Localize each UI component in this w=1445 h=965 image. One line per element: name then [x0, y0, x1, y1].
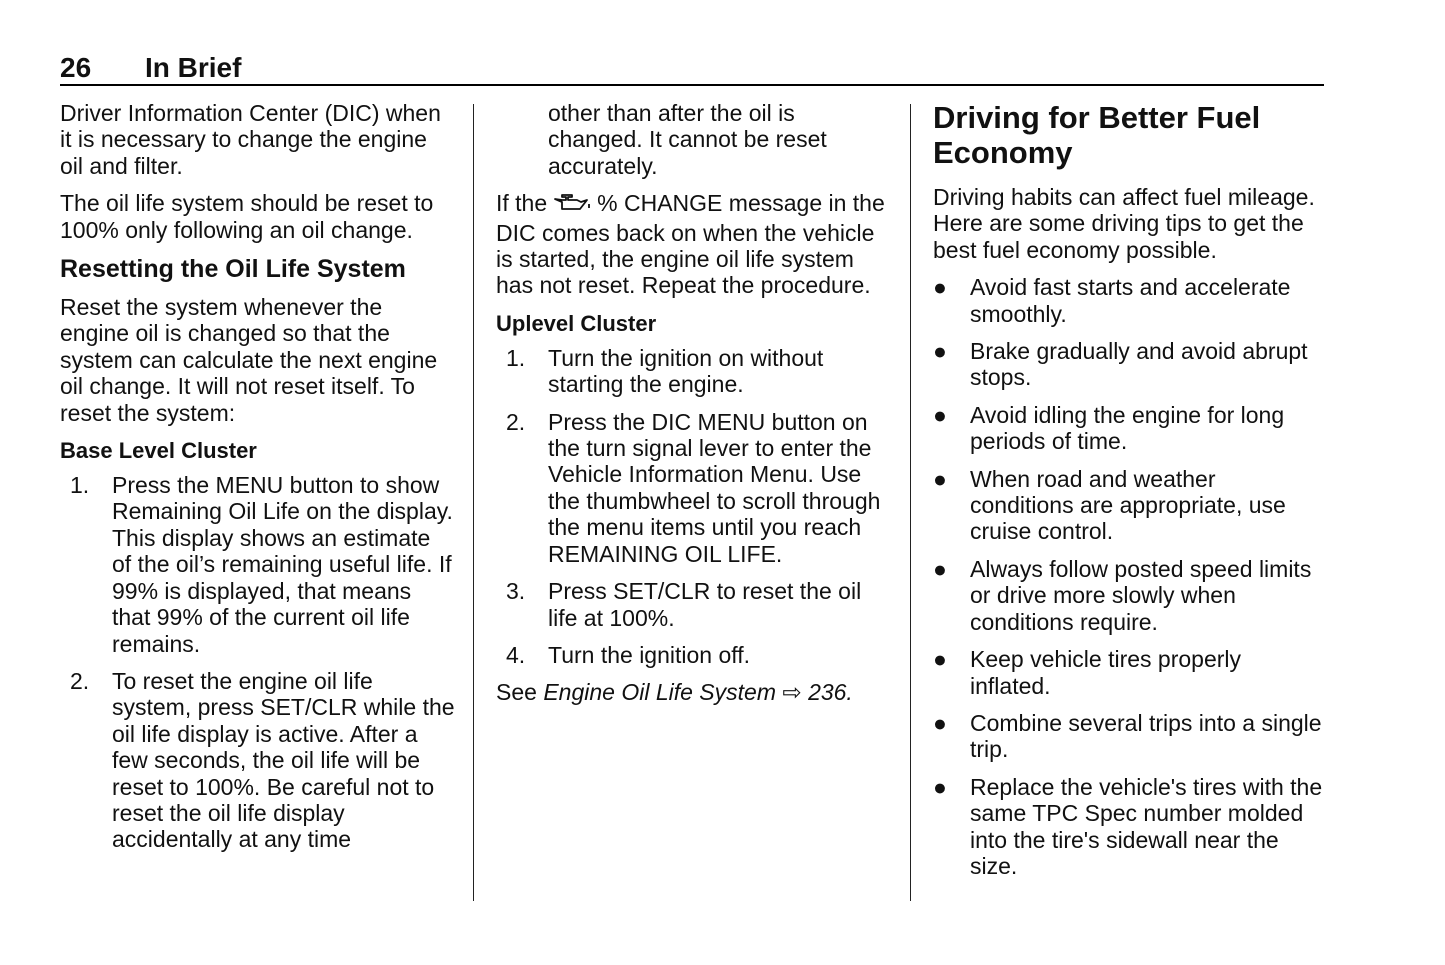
heading-resetting-oil-life: Resetting the Oil Life System	[60, 255, 406, 284]
bullet-icon: ●	[933, 646, 947, 673]
arrow-icon: ⇨	[782, 679, 802, 706]
column-1	[60, 100, 455, 864]
list-item	[933, 710, 1325, 763]
list-item	[496, 409, 891, 567]
list-item	[933, 556, 1325, 635]
step-number: 2.	[506, 408, 526, 435]
step-text: To reset the engine oil life system, press SET/CLR while the oil life display is active. After a few seconds, the oil life will be reset to 100%. Be careful not to reset the oil life display accidentally at any time	[112, 667, 455, 853]
tip-text: Brake gradually and avoid abrupt stops.	[970, 338, 1308, 391]
step-number: 1.	[70, 472, 90, 499]
list-item	[933, 274, 1325, 327]
step-text: Turn the ignition on without starting the engine.	[548, 344, 824, 398]
heading-base-level-cluster: Base Level Cluster	[60, 438, 257, 464]
bullet-icon: ●	[933, 338, 947, 365]
page-number: 26	[60, 52, 92, 83]
bullet-icon: ●	[933, 274, 947, 301]
fuel-tips-list	[933, 274, 1325, 879]
step-continuation: other than after the oil is changed. It cannot be reset accurately.	[548, 100, 827, 179]
bullet-icon: ●	[933, 401, 947, 428]
message-text: % CHANGE message in the DIC comes back on when the vehicle is started, the engine oil life system has not reset. Repeat the procedure.	[496, 190, 885, 299]
paragraph-oil-change-message	[496, 190, 891, 299]
heading-fuel-economy: Driving for Better Fuel Economy	[933, 100, 1261, 170]
tip-text: Combine several trips into a single trip.	[970, 709, 1322, 763]
column-divider-1	[473, 104, 474, 901]
tip-text: Replace the vehicle's tires with the same TPC Spec number molded into the tire's sidewall near the size.	[970, 773, 1323, 879]
tip-text: Avoid idling the engine for long periods of time.	[970, 401, 1285, 455]
cross-reference	[496, 679, 891, 705]
heading-uplevel-cluster: Uplevel Cluster	[496, 310, 657, 336]
list-item	[933, 466, 1325, 545]
column-divider-2	[910, 104, 911, 901]
list-item	[496, 642, 891, 668]
list-item	[60, 668, 455, 853]
xref-page[interactable]: 236.	[808, 679, 853, 706]
step-number: 3.	[506, 578, 526, 605]
tip-text: Always follow posted speed limits or drive more slowly when conditions require.	[970, 555, 1312, 635]
page-header	[60, 52, 1324, 86]
list-item	[496, 345, 891, 398]
bullet-icon: ●	[933, 773, 947, 800]
oil-can-icon	[553, 193, 591, 219]
step-number: 2.	[70, 667, 90, 694]
column-2	[496, 100, 891, 717]
bullet-icon: ●	[933, 709, 947, 736]
uplevel-steps	[496, 345, 891, 668]
section-title: In Brief	[145, 52, 242, 83]
see-text: See	[496, 679, 537, 706]
base-level-steps	[60, 472, 455, 853]
xref-link[interactable]: Engine Oil Life System	[543, 679, 776, 706]
tip-text: When road and weather conditions are appropriate, use cruise control.	[970, 465, 1286, 545]
step-text: Press the MENU button to show Remaining Oil Life on the display. This display shows an estimate of the oil’s remaining useful life. If 99% is displayed, that means that 99% of the current oil life remains.	[112, 472, 453, 657]
list-item	[933, 774, 1325, 880]
step-text: Turn the ignition off.	[548, 641, 751, 668]
list-item	[496, 578, 891, 631]
paragraph-fuel-intro: Driving habits can affect fuel mileage. Here are some driving tips to get the best fuel economy possible.	[933, 184, 1315, 263]
if-text: If the	[496, 190, 548, 217]
paragraph-reset-note: The oil life system should be reset to 100% only following an oil change.	[60, 190, 434, 243]
list-item	[933, 646, 1325, 699]
step-text: Press the DIC MENU button on the turn signal lever to enter the Vehicle Information Menu. Use the thumbwheel to scroll through the menu items until you reach REMAINING OIL LIFE.	[548, 408, 881, 567]
list-item	[933, 402, 1325, 455]
bullet-icon: ●	[933, 465, 947, 492]
paragraph-dic: Driver Information Center (DIC) when it is necessary to change the engine oil and filter.	[60, 100, 441, 179]
step-number: 4.	[506, 641, 526, 668]
tip-text: Keep vehicle tires properly inflated.	[970, 646, 1242, 699]
bullet-icon: ●	[933, 555, 947, 582]
list-item	[933, 338, 1325, 391]
step-number: 1.	[506, 344, 526, 371]
list-item	[60, 472, 455, 657]
column-3	[933, 100, 1325, 890]
tip-text: Avoid fast starts and accelerate smoothly.	[970, 274, 1291, 327]
paragraph-reset-instructions: Reset the system whenever the engine oil is changed so that the system can calculate the next engine oil change. It will not reset itself. To reset the system:	[60, 294, 438, 426]
step-text: Press SET/CLR to reset the oil life at 100%.	[548, 578, 862, 631]
